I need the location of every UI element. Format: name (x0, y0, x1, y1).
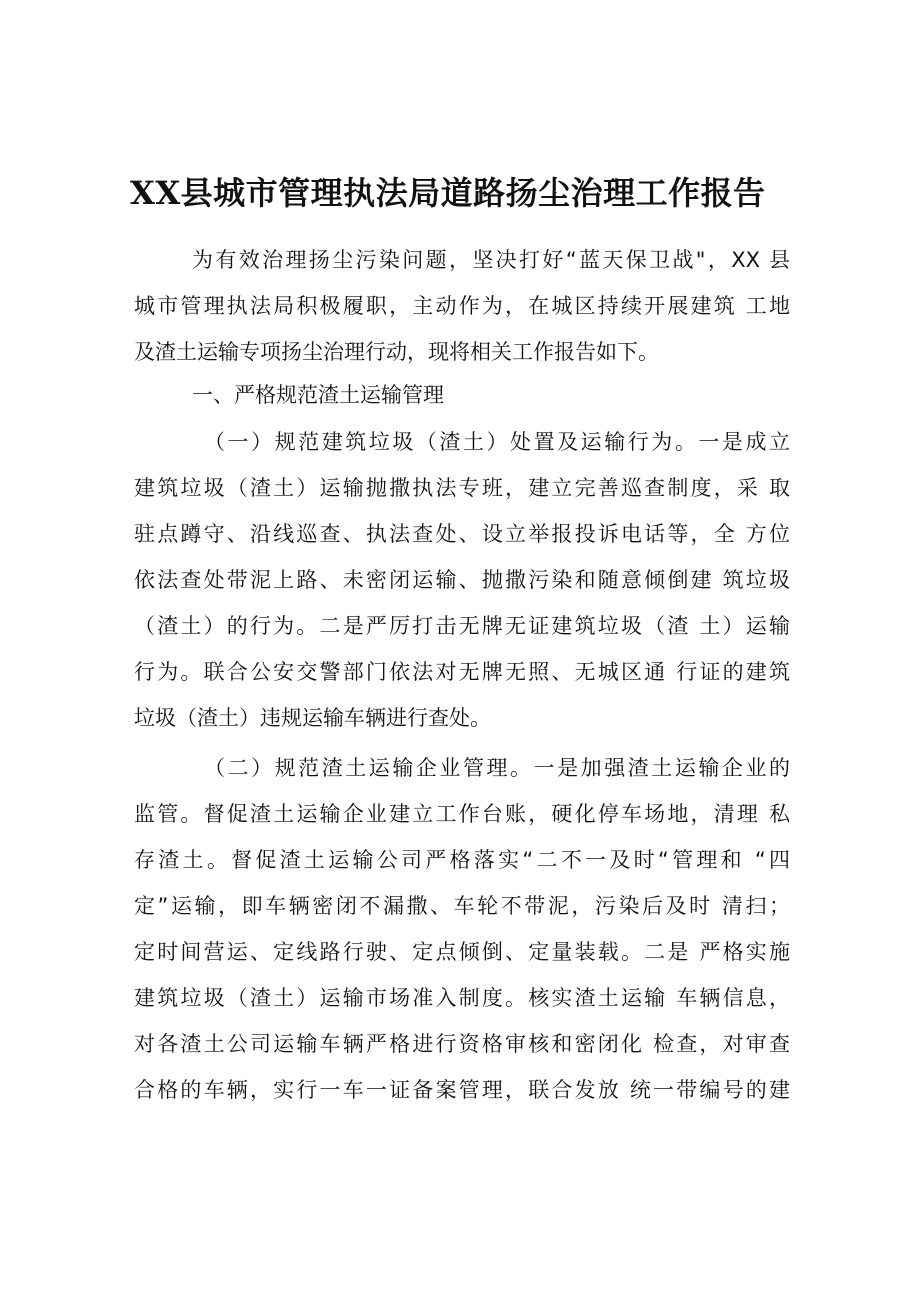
paragraph-line: 建筑垃圾（渣土）运输市场准入制度。核实渣土运输 车辆信息， (134, 986, 790, 1010)
section-heading-text: 一、严格规范渣土运输管理 (192, 383, 444, 407)
paragraph-line: 对各渣土公司运输车辆严格进行资格审核和密闭化 检查，对审查 (134, 1032, 790, 1056)
intro-paragraph (134, 237, 790, 375)
section-heading (134, 372, 790, 418)
paragraph-line: （二）规范渣土运输企业管理。一是加强渣土运输企业的 (204, 756, 790, 780)
paragraph-line: 建筑垃圾（渣土）运输抛撒执法专班，建立完善巡查制度，采 取 (134, 476, 790, 500)
paragraph-line: 依法查处带泥上路、未密闭运输、抛撒污染和随意倾倒建 筑垃圾 (134, 568, 790, 592)
paragraph-line: 监管。督促渣土运输企业建立工作台账，硬化停车场地，清理 私 (134, 802, 790, 826)
paragraph-line: 行为。联合公安交警部门依法对无牌无照、无城区通 行证的建筑 (134, 660, 790, 684)
paragraph-line: 及渣土运输专项扬尘治理行动，现将相关工作报告如下。 (134, 340, 659, 364)
paragraph-line: 垃圾（渣土）违规运输车辆进行查处。 (134, 706, 491, 730)
paragraph-line: 合格的车辆，实行一车一证备案管理，联合发放 统一带编号的建 (134, 1078, 790, 1102)
subsection-2-paragraph (134, 745, 790, 1113)
subsection-1-paragraph (134, 419, 790, 741)
paragraph-line: 为有效治理扬尘污染问题，坚决打好“蓝天保卫战"，XX 县 (192, 248, 790, 272)
paragraph-line: 定时间营运、定线路行驶、定点倾倒、定量装载。二是 严格实施 (134, 940, 790, 964)
paragraph-line: 存渣土。督促渣土运输公司严格落实“二不一及时“管理和 “四 (134, 848, 790, 872)
document-title: XX县城市管理执法局道路扬尘治理工作报告 (130, 174, 766, 212)
paragraph-line: 定”运输，即车辆密闭不漏撒、车轮不带泥，污染后及时 清扫； (134, 894, 790, 918)
paragraph-line: 驻点蹲守、沿线巡查、执法查处、设立举报投诉电话等，全 方位 (134, 522, 790, 546)
paragraph-line: （一）规范建筑垃圾（渣土）处置及运输行为。一是成立 (204, 430, 790, 454)
paragraph-line: （渣土）的行为。二是严厉打击无牌无证建筑垃圾（渣 土）运输 (134, 614, 790, 638)
paragraph-line: 城市管理执法局积极履职，主动作为，在城区持续开展建筑 工地 (134, 294, 790, 318)
